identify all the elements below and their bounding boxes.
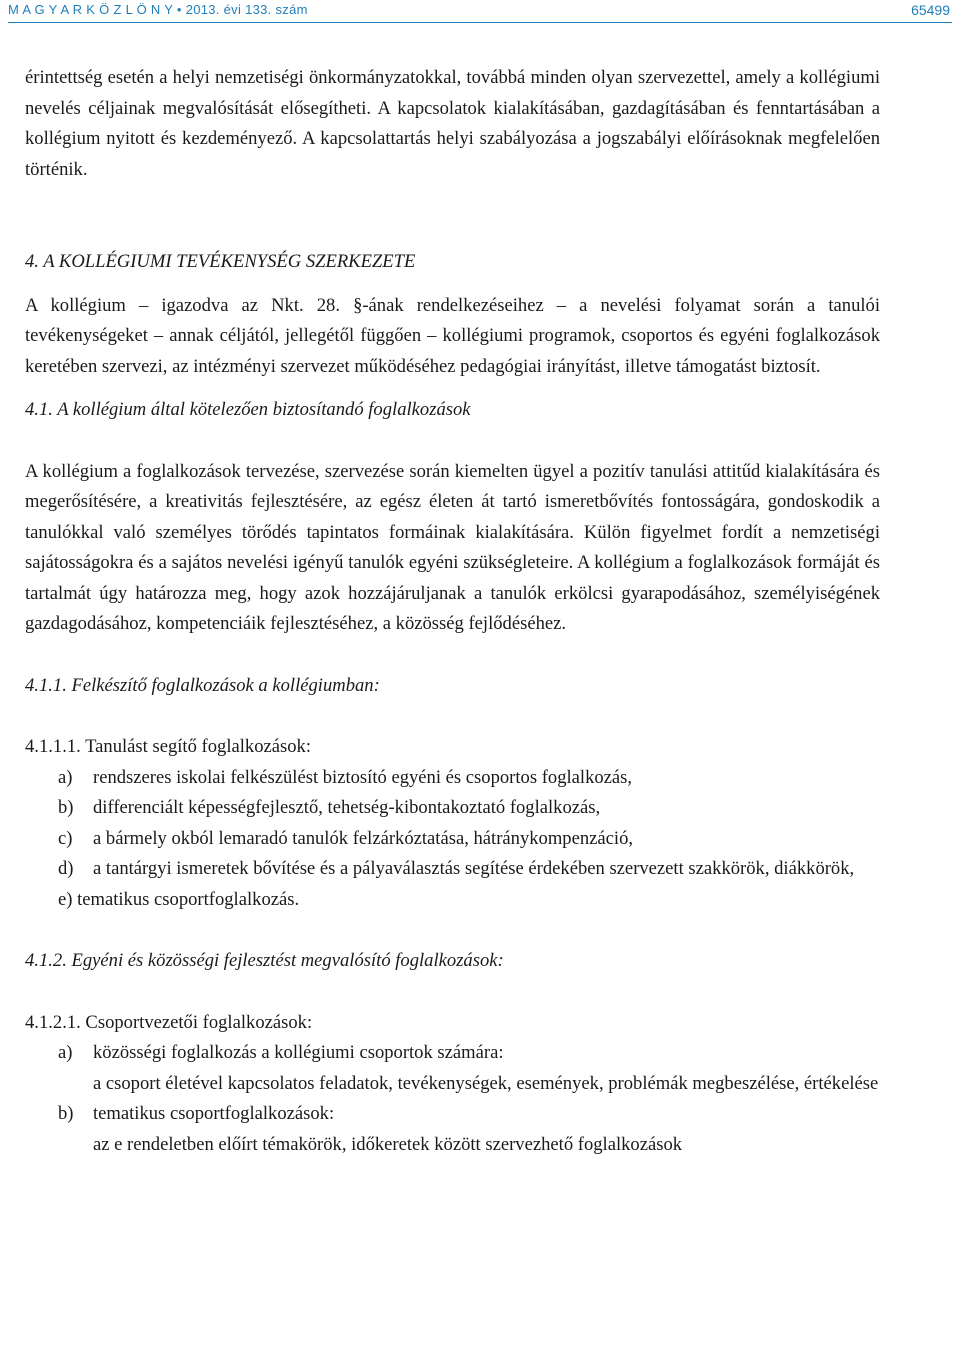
spacer bbox=[25, 977, 880, 1008]
page-header bbox=[0, 0, 960, 22]
spacer bbox=[25, 701, 880, 732]
list-marker: d) bbox=[58, 858, 74, 879]
section-4-title: 4. A KOLLÉGIUMI TEVÉKENYSÉG SZERKEZETE bbox=[25, 251, 416, 272]
spacer bbox=[25, 915, 880, 946]
spacer bbox=[25, 382, 880, 395]
section-4-paragraph: A kollégium – igazodva az Nkt. 28. §-ának rendelkezéseihez – a nevelési folyamat során a tanulói tevékenységeket – annak céljától, jellegétől függően – kollégiumi programok, csoportos és egyéni foglalkozások keretében szervezi, az intézményi szervezet működéséhez pedagógiai irányítást, illetve támogatást biztosít. bbox=[25, 294, 880, 377]
list-item-text: közösségi foglalkozás a kollégiumi csoportok számára: bbox=[93, 1042, 504, 1063]
document-body bbox=[25, 63, 880, 1160]
list-item-detail: az e rendeletben előírt témakörök, időkeretek között szervezhető foglalkozások bbox=[93, 1133, 683, 1155]
section-4-1-2-1-title: 4.1.2.1. Csoportvezetői foglalkozások: bbox=[25, 1011, 313, 1033]
list-marker: a) bbox=[58, 1042, 73, 1063]
list-item bbox=[25, 793, 880, 824]
list-marker: c) bbox=[58, 827, 73, 849]
list-marker: a) bbox=[58, 766, 73, 788]
section-4-1-paragraph: A kollégium a foglalkozások tervezése, szervezése során kiemelten ügyel a pozitív tanulási attitűd kialakítására és megerősítésére, a kreativitás fejlesztésére, az egész életen át tartó ismeretbővítés fontosságára, gondoskodik a tanulókkal való személyes törődés tapintatos formáinak kialakítására. Külön figyelmet fordít a nemzetiségi sajátosságokra és a sajátos nevelési igényű tanulók egyéni szükségleteire. A kollégium a foglalkozások formáját és tartalmát úgy határozza meg, hogy azok hozzájáruljanak a tanulók erkölcsi gyarapodásához, személyiségének gazdagodásához, kompetenciáik fejlesztéséhez, a közösség fejlődéséhez. bbox=[25, 460, 880, 634]
header-rule bbox=[8, 22, 952, 23]
section-4-1-2-title: 4.1.2. Egyéni és közösségi fejlesztést megvalósító foglalkozások: bbox=[25, 950, 504, 971]
spacer bbox=[25, 278, 880, 291]
section-4-1-title: 4.1. A kollégium által kötelezően biztosítandó foglalkozások bbox=[25, 399, 471, 420]
list-item bbox=[25, 824, 880, 855]
list-item bbox=[25, 1038, 880, 1069]
list-item bbox=[25, 763, 880, 794]
publication-title: M A G Y A R K Ö Z L Ö N Y • 2013. évi 133. szám bbox=[8, 2, 308, 17]
spacer bbox=[25, 426, 880, 457]
list-item bbox=[25, 1099, 880, 1130]
section-4-1-1-title: 4.1.1. Felkészítő foglalkozások a kollégiumban: bbox=[25, 674, 380, 696]
list-item bbox=[25, 854, 880, 885]
intro-paragraph: érintettség esetén a helyi nemzetiségi önkormányzatokkal, továbbá minden olyan szervezettel, amely a kollégiumi nevelés céljainak megvalósítását elősegítheti. A kapcsolatok kialakításában, gazdagításában és fenntartásában a kollégium nyitott és kezdeményező. A kapcsolattartás helyi szabályozása a jogszabályi előírásoknak megfelelően történik. bbox=[25, 67, 880, 180]
list-item-text: a tantárgyi ismeretek bővítése és a pályaválasztás segítése érdekében szervezett szakkörök, diákkörök, bbox=[93, 858, 855, 879]
spacer bbox=[25, 185, 880, 247]
list-item-detail: a csoport életével kapcsolatos feladatok, tevékenységek, események, problémák megbeszélése, értékelése bbox=[93, 1072, 879, 1094]
list-marker: b) bbox=[58, 797, 74, 818]
page-number: 65499 bbox=[911, 2, 950, 18]
spacer bbox=[25, 640, 880, 671]
list-item-text: rendszeres iskolai felkészülést biztosító egyéni és csoportos foglalkozás, bbox=[93, 766, 633, 788]
list-item-text: differenciált képességfejlesztő, tehetség-kibontakoztató foglalkozás, bbox=[93, 797, 601, 818]
list-item-text: a bármely okból lemaradó tanulók felzárkóztatása, hátránykompenzáció, bbox=[93, 827, 634, 849]
list-item-text: tematikus csoportfoglalkozások: bbox=[93, 1103, 335, 1124]
list-item-e: e) tematikus csoportfoglalkozás. bbox=[58, 888, 300, 910]
list-marker: b) bbox=[58, 1103, 74, 1124]
section-4-1-1-1-title: 4.1.1.1. Tanulást segítő foglalkozások: bbox=[25, 736, 311, 757]
